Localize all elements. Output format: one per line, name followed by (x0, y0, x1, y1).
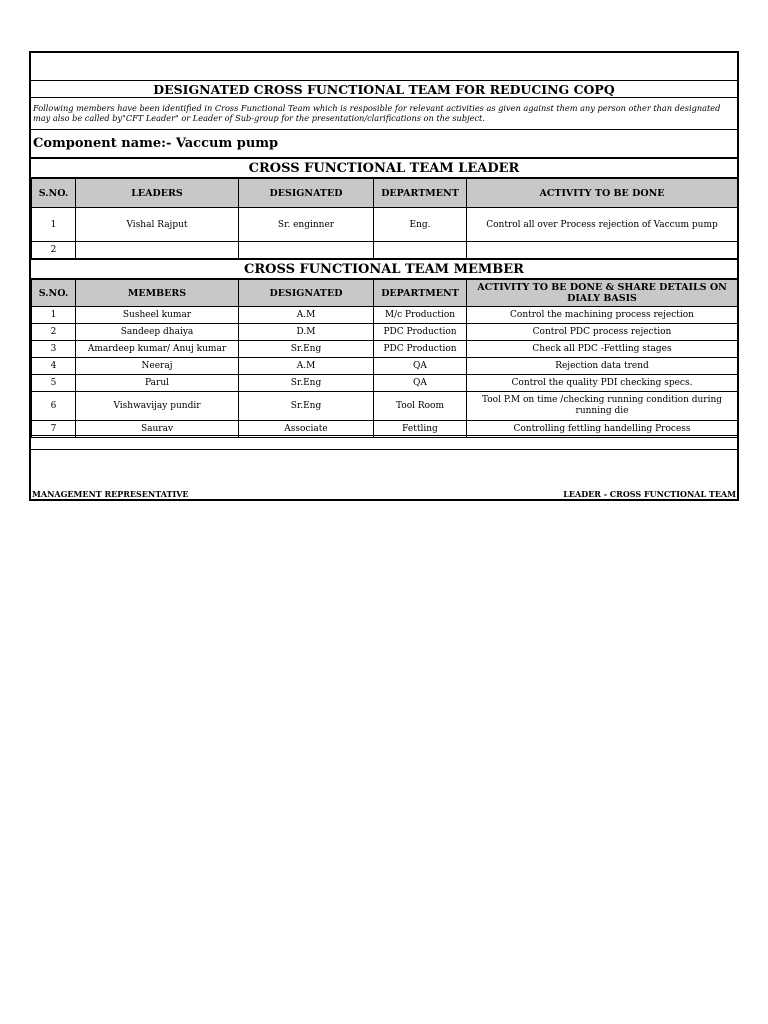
cell-designated: Associate (239, 421, 374, 438)
cell-name: Vishal Rajput (76, 208, 239, 242)
column-header-designated: DESIGNATED (239, 280, 374, 307)
cell-name: Vishwavijay pundir (76, 392, 239, 421)
cell-activity: Control all over Process rejection of Vaccum pump (467, 208, 738, 242)
cell-sno: 3 (32, 341, 76, 358)
cell-designated: D.M (239, 324, 374, 341)
cell-activity: Control PDC process rejection (467, 324, 738, 341)
cell-sno: 1 (32, 307, 76, 324)
cell-designated: Sr.Eng (239, 392, 374, 421)
cell-activity: Tool P.M on time /checking running condition during running die (467, 392, 738, 421)
cell-name: Parul (76, 375, 239, 392)
cell-department: QA (374, 375, 467, 392)
table-row (32, 375, 738, 392)
table-row (32, 242, 738, 259)
document-title: DESIGNATED CROSS FUNCTIONAL TEAM FOR REDUCING COPQ (31, 80, 737, 98)
cell-activity: Controlling fettling handelling Process (467, 421, 738, 438)
cell-department (374, 242, 467, 259)
column-header-designated: DESIGNATED (239, 179, 374, 208)
cell-designated: A.M (239, 358, 374, 375)
cell-department: PDC Production (374, 324, 467, 341)
column-header-sno: S.NO. (32, 179, 76, 208)
column-header-members: MEMBERS (76, 280, 239, 307)
cell-sno: 5 (32, 375, 76, 392)
cell-sno: 2 (32, 324, 76, 341)
cft-document (29, 51, 739, 501)
cell-name: Susheel kumar (76, 307, 239, 324)
cell-department: Eng. (374, 208, 467, 242)
cell-sno: 1 (32, 208, 76, 242)
table-row (32, 392, 738, 421)
cell-designated (239, 242, 374, 259)
cell-department: PDC Production (374, 341, 467, 358)
table-row (32, 324, 738, 341)
column-header-sno: S.NO. (32, 280, 76, 307)
cell-department: QA (374, 358, 467, 375)
cell-name (76, 242, 239, 259)
column-header-department: DEPARTMENT (374, 280, 467, 307)
cell-activity (467, 242, 738, 259)
cell-activity: Control the quality PDI checking specs. (467, 375, 738, 392)
cft-leader-label: LEADER - CROSS FUNCTIONAL TEAM (563, 489, 736, 499)
table-row (32, 307, 738, 324)
cell-sno: 2 (32, 242, 76, 259)
cell-name: Amardeep kumar/ Anuj kumar (76, 341, 239, 358)
member-table (31, 279, 738, 438)
member-table-header (32, 280, 738, 307)
cell-designated: A.M (239, 307, 374, 324)
cell-name: Saurav (76, 421, 239, 438)
management-representative-label: MANAGEMENT REPRESENTATIVE (32, 489, 189, 499)
cell-sno: 6 (32, 392, 76, 421)
cell-activity: Control the machining process rejection (467, 307, 738, 324)
table-row (32, 358, 738, 375)
table-row (32, 341, 738, 358)
cell-designated: Sr. enginner (239, 208, 374, 242)
cell-department: Tool Room (374, 392, 467, 421)
component-name: Component name:- Vaccum pump (31, 130, 737, 158)
leader-table-header (32, 179, 738, 208)
leader-table (31, 178, 738, 259)
cell-name: Sandeep dhaiya (76, 324, 239, 341)
column-header-activity: ACTIVITY TO BE DONE & SHARE DETAILS ON DIALY BASIS (467, 280, 738, 307)
cell-department: Fettling (374, 421, 467, 438)
separator-row (31, 435, 737, 450)
column-header-leaders: LEADERS (76, 179, 239, 208)
column-header-activity: ACTIVITY TO BE DONE (467, 179, 738, 208)
cell-sno: 4 (32, 358, 76, 375)
member-section-heading: CROSS FUNCTIONAL TEAM MEMBER (31, 259, 737, 279)
cell-activity: Check all PDC -Fettling stages (467, 341, 738, 358)
cell-department: M/c Production (374, 307, 467, 324)
cell-designated: Sr.Eng (239, 341, 374, 358)
column-header-department: DEPARTMENT (374, 179, 467, 208)
cell-activity: Rejection data trend (467, 358, 738, 375)
table-row (32, 208, 738, 242)
intro-paragraph: Following members have been identified in Cross Functional Team which is resposible for relevant activities as given against them any person other than designated may also be called by"CFT Leader" or Leader of Sub-group for the presentation/clarifications on the subject. (31, 98, 737, 130)
cell-designated: Sr.Eng (239, 375, 374, 392)
cell-sno: 7 (32, 421, 76, 438)
leader-section-heading: CROSS FUNCTIONAL TEAM LEADER (31, 158, 737, 178)
cell-name: Neeraj (76, 358, 239, 375)
